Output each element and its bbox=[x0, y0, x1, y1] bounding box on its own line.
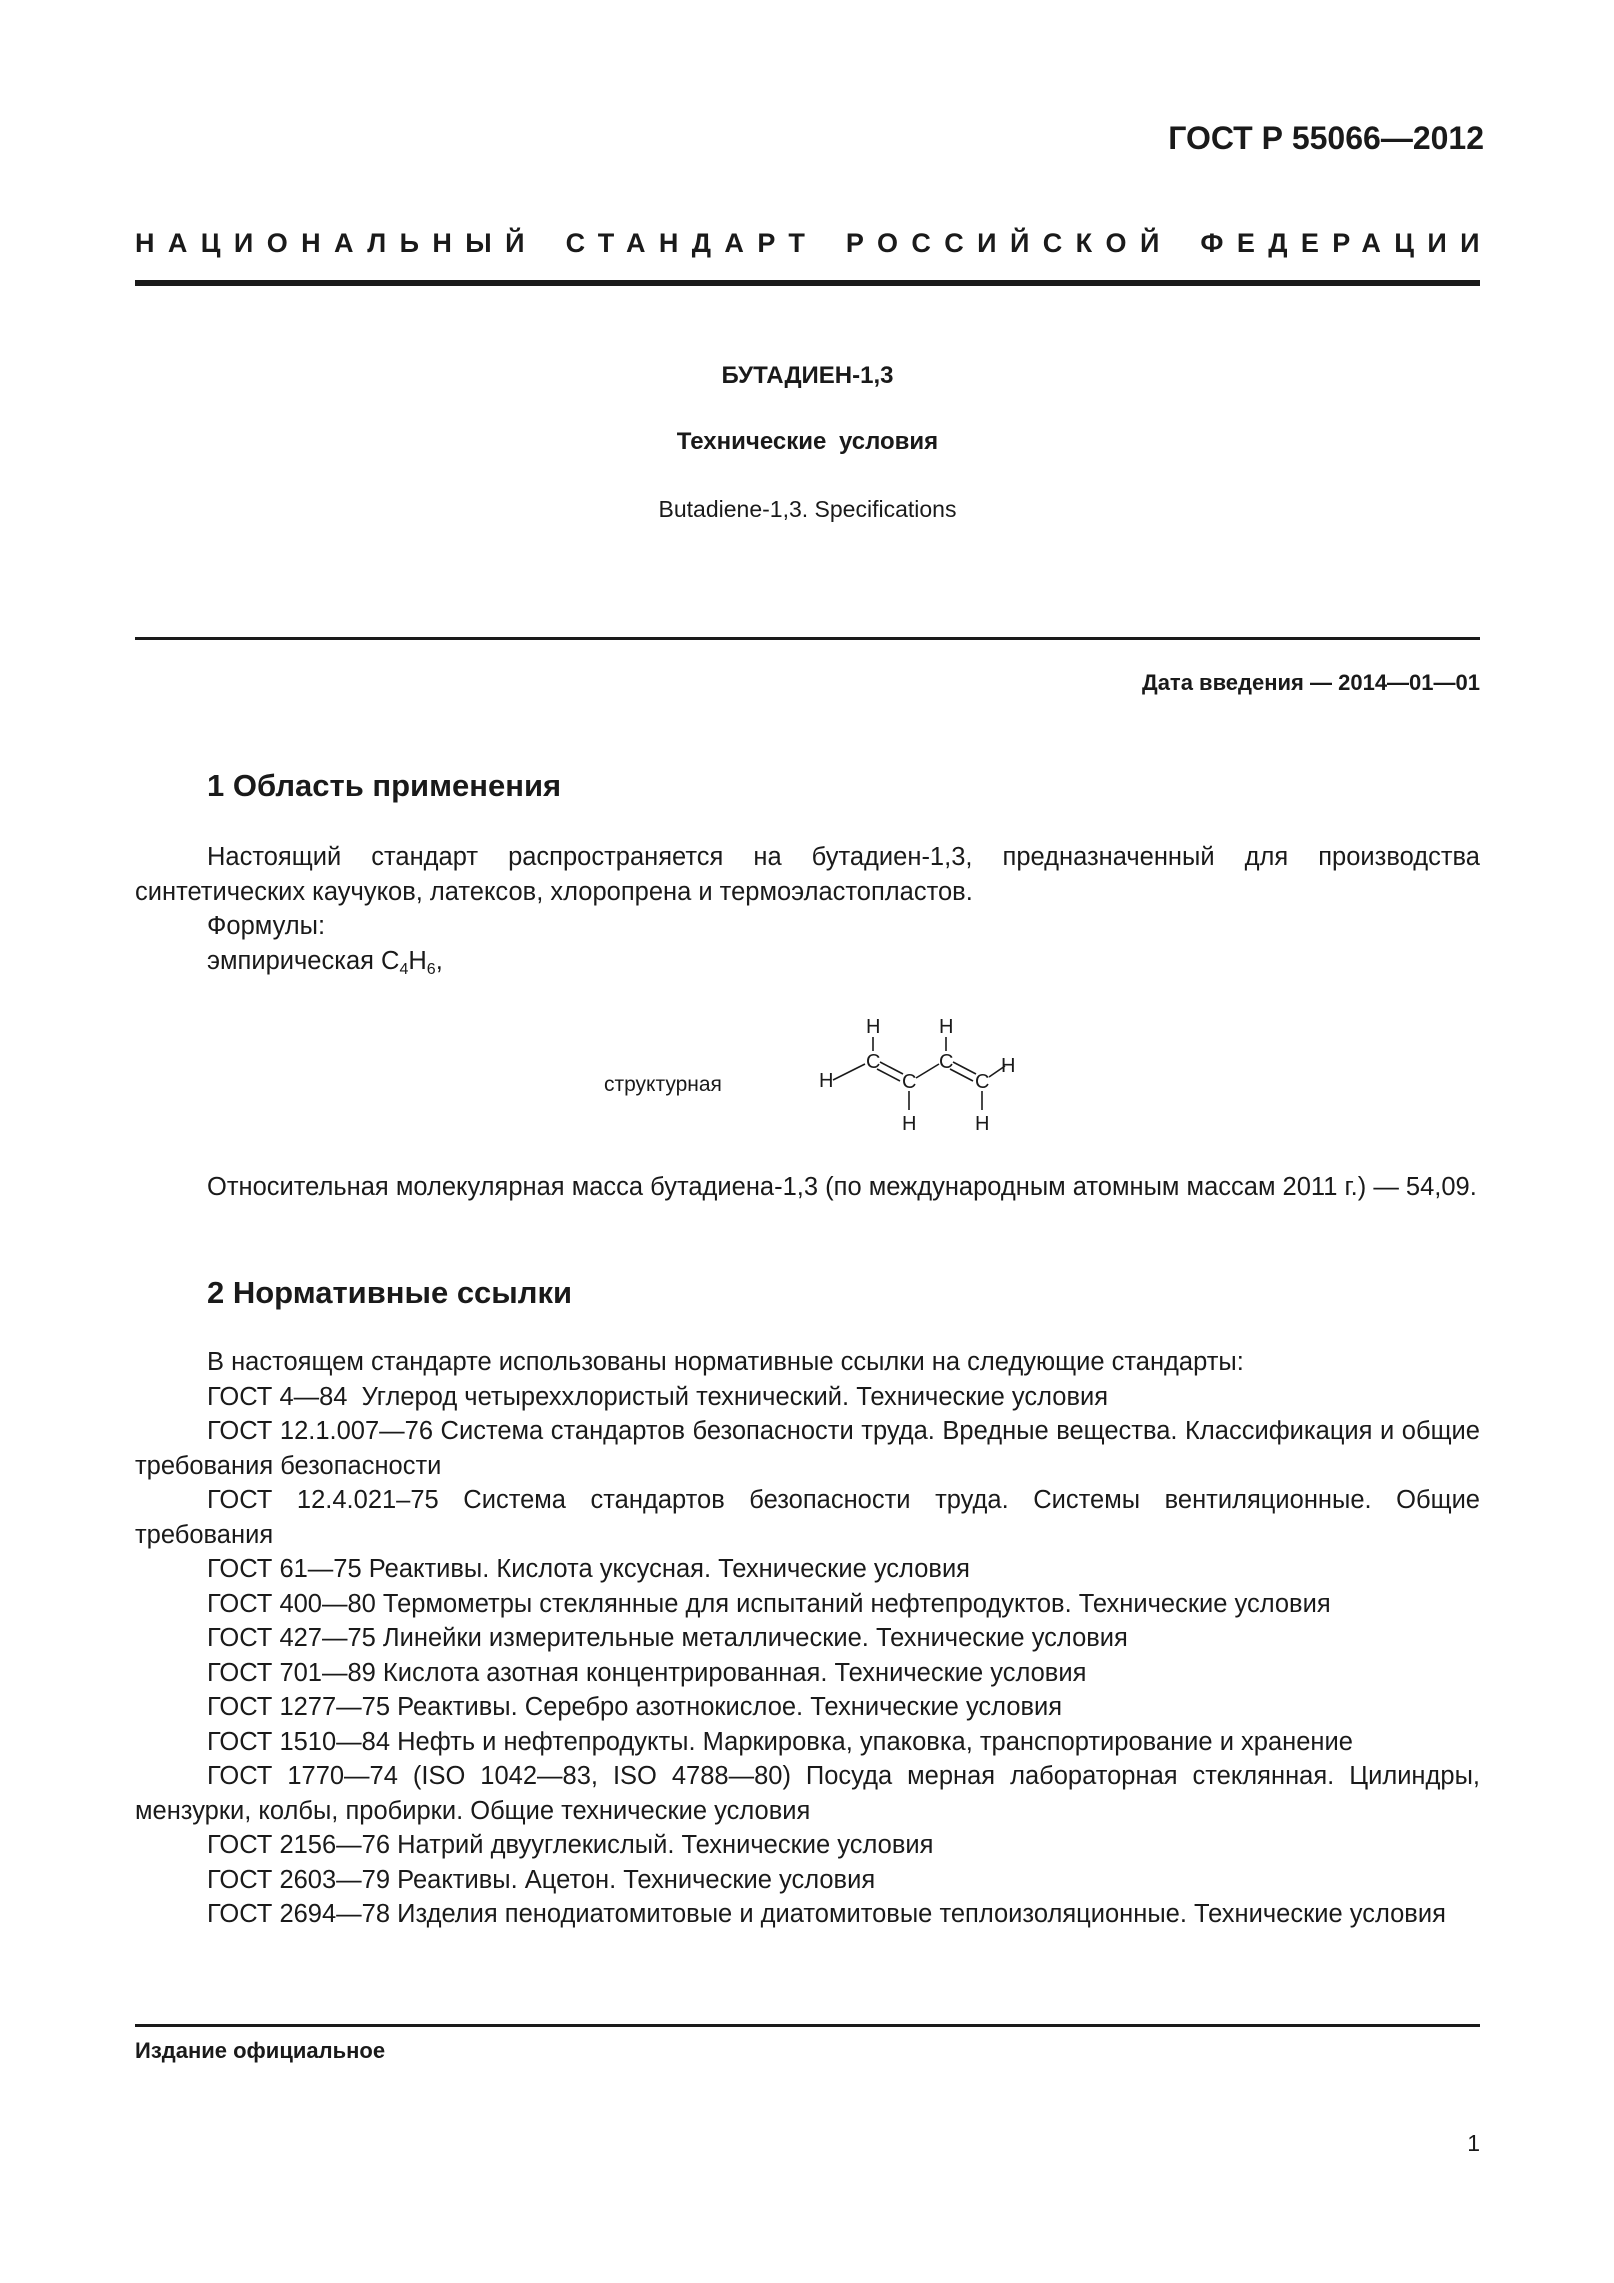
atom-h1-left: H bbox=[819, 1070, 834, 1092]
atom-c4: C bbox=[975, 1071, 990, 1093]
reference-item: ГОСТ 2603—79 Реактивы. Ацетон. Технические условия bbox=[207, 1865, 876, 1894]
reference-item: ГОСТ 1277—75 Реактивы. Серебро азотнокислое. Технические условия bbox=[207, 1693, 1063, 1721]
reference-item: ГОСТ 12.1.007—76 Система стандартов безопасности труда. Вредные вещества. Классификация и общие требования безопасности bbox=[135, 1417, 1480, 1480]
atom-h4-right: H bbox=[1001, 1055, 1016, 1077]
empirical-suffix: , bbox=[435, 946, 443, 975]
atom-h1-top: H bbox=[866, 1016, 881, 1038]
edition-label: Издание официальное bbox=[135, 2038, 386, 2063]
reference-item: ГОСТ 1770—74 (ISO 1042—83, ISO 4788—80) Посуда мерная лабораторная стеклянная. Цилиндры, мензурки, колбы, пробирки. Общие технические условия bbox=[135, 1762, 1480, 1825]
reference-item: ГОСТ 61—75 Реактивы. Кислота уксусная. Технические условия bbox=[207, 1555, 970, 1583]
page-number: 1 bbox=[1467, 2130, 1480, 2156]
document-title-english: Butadiene-1,3. Specifications bbox=[658, 496, 957, 522]
bond-h-c1 bbox=[833, 1064, 865, 1080]
document-title: БУТАДИЕН-1,3 bbox=[721, 362, 894, 389]
banner-word: ФЕДЕРАЦИИ bbox=[1200, 228, 1493, 258]
scope-section-body bbox=[135, 840, 1480, 978]
atom-c3: C bbox=[939, 1051, 954, 1073]
empirical-prefix: эмпирическая C bbox=[207, 946, 400, 975]
bond-c2-c3 bbox=[916, 1064, 939, 1078]
section-heading-scope: 1 Область применения bbox=[207, 768, 562, 803]
reference-item: ГОСТ 427—75 Линейки измерительные металлические. Технические условия bbox=[207, 1624, 1128, 1652]
atom-c1: C bbox=[866, 1051, 881, 1073]
empirical-subscript-c: 4 bbox=[399, 960, 409, 978]
banner-word: НАЦИОНАЛЬНЫЙ bbox=[135, 228, 538, 258]
national-standard-banner bbox=[135, 228, 1493, 259]
document-code: ГОСТ Р 55066—2012 bbox=[1168, 120, 1484, 156]
structural-formula-diagram bbox=[815, 1000, 1035, 1150]
banner-word: СТАНДАРТ bbox=[565, 228, 819, 258]
atom-h3-top: H bbox=[939, 1016, 954, 1038]
document-subtitle: Технические условия bbox=[676, 428, 939, 455]
atom-h2-bottom: H bbox=[902, 1113, 917, 1135]
header-divider-thick bbox=[135, 280, 1480, 286]
empirical-subscript-h: 6 bbox=[426, 960, 436, 978]
reference-item: ГОСТ 400—80 Термометры стеклянные для испытаний нефтепродуктов. Технические условия bbox=[207, 1589, 1331, 1618]
formulas-label: Формулы: bbox=[207, 912, 326, 940]
introduction-date: Дата введения — 2014—01—01 bbox=[1142, 670, 1480, 695]
references-intro: В настоящем стандарте использованы нормативные ссылки на следующие стандарты: bbox=[207, 1348, 1244, 1376]
atom-c2: C bbox=[902, 1071, 917, 1093]
footer-divider bbox=[135, 2024, 1480, 2027]
reference-item: ГОСТ 701—89 Кислота азотная концентрированная. Технические условия bbox=[207, 1658, 1087, 1687]
molecular-mass-text: Относительная молекулярная масса бутадиена-1,3 (по международным атомным массам 2011 г.) — 54,09. bbox=[207, 1173, 1477, 1201]
reference-item: ГОСТ 1510—84 Нефть и нефтепродукты. Маркировка, упаковка, транспортирование и хранение bbox=[207, 1727, 1353, 1756]
banner-word: РОССИЙСКОЙ bbox=[845, 228, 1173, 258]
reference-item: ГОСТ 2694—78 Изделия пенодиатомитовые и диатомитовые теплоизоляционные. Технические условия bbox=[207, 1900, 1446, 1928]
reference-item: ГОСТ 2156—76 Натрий двууглекислый. Технические условия bbox=[207, 1831, 934, 1859]
section-heading-references: 2 Нормативные ссылки bbox=[207, 1275, 573, 1310]
title-divider bbox=[135, 637, 1480, 640]
references-section-body bbox=[135, 1345, 1480, 1932]
reference-item: ГОСТ 4—84 Углерод четыреххлористый технический. Технические условия bbox=[207, 1382, 1109, 1411]
structural-formula-label: структурная bbox=[604, 1073, 722, 1096]
empirical-formula bbox=[135, 944, 1480, 979]
reference-item: ГОСТ 12.4.021–75 Система стандартов безопасности труда. Системы вентиляционные. Общие требования bbox=[135, 1486, 1480, 1549]
empirical-h: H bbox=[408, 946, 427, 975]
scope-paragraph: Настоящий стандарт распространяется на бутадиен-1,3, предназначенный для производства синтетических каучуков, латексов, хлоропрена и термоэластопластов. bbox=[135, 843, 1480, 906]
molecular-mass-paragraph bbox=[135, 1170, 1480, 1205]
atom-h4-bottom: H bbox=[975, 1113, 990, 1135]
